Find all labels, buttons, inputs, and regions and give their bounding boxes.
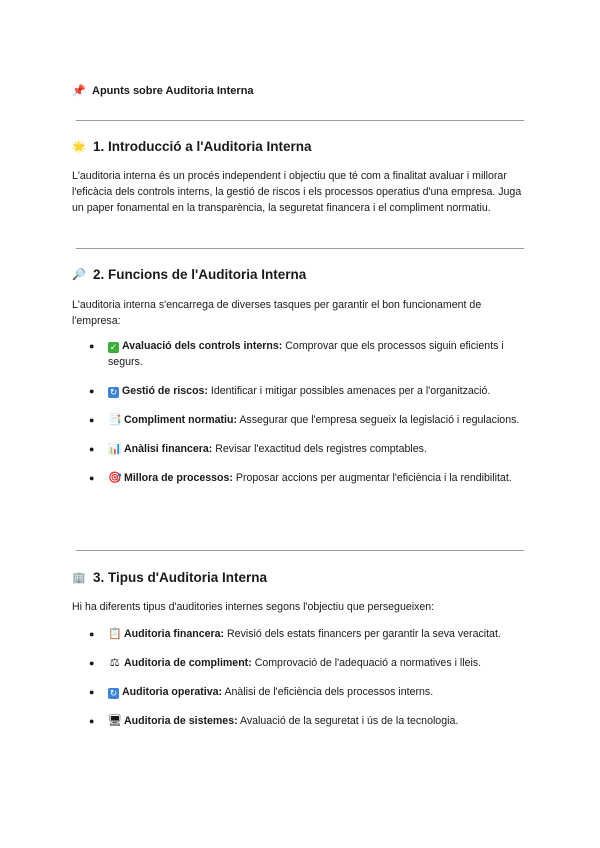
list-item — [72, 626, 528, 642]
office-building-icon: 🏢 — [72, 572, 86, 584]
bar-chart-icon: 📊 — [108, 443, 122, 455]
bullet: ● — [89, 386, 95, 396]
section1-heading — [72, 139, 312, 154]
list-item — [72, 655, 528, 671]
list-item-term: Auditoria financera: — [124, 628, 225, 640]
section2-heading-text: 2. Funcions de l'Auditoria Interna — [93, 267, 307, 282]
list-item-desc: Comprovar que els processos siguin eficients i segurs. — [108, 340, 504, 368]
desktop-computer-icon: 🖥 — [108, 715, 122, 727]
balance-scale-icon: ⚖ — [109, 657, 120, 669]
list-item — [72, 412, 528, 428]
cycle-arrows-icon: ↻ — [109, 688, 118, 698]
divider — [76, 120, 524, 121]
section2-heading — [72, 267, 306, 282]
document-icon: 📑 — [108, 414, 122, 426]
bullet: ● — [89, 444, 95, 454]
list-item-term: Auditoria operativa: — [122, 686, 223, 698]
section3-heading — [72, 570, 267, 585]
list-item-desc: Identificar i mitigar possibles amenaces per a l'organització. — [210, 385, 491, 397]
list-item-desc: Anàlisi de l'eficiència dels processos interns. — [224, 686, 434, 698]
section3-intro: Hi ha diferents tipus d'auditories internes segons l'objectiu que persegueixen: — [72, 601, 435, 613]
list-item-desc: Proposar accions per augmentar l'eficiència i la rendibilitat. — [235, 472, 512, 484]
list-item — [72, 441, 528, 457]
list-item-term: Auditoria de sistemes: — [124, 715, 238, 727]
list-item-term: Gestió de riscos: — [122, 385, 208, 397]
bullet: ● — [89, 658, 95, 668]
target-icon: 🎯 — [108, 472, 122, 484]
list-item — [72, 713, 528, 729]
section3-heading-text: 3. Tipus d'Auditoria Interna — [93, 570, 267, 585]
check-mark-icon: ✓ — [109, 342, 118, 352]
bullet: ● — [89, 341, 95, 351]
list-item — [72, 383, 528, 399]
list-item-term: Anàlisi financera: — [124, 443, 213, 455]
list-item-desc: Avaluació de la seguretat i ús de la tecnologia. — [239, 715, 459, 727]
bullet: ● — [89, 687, 95, 697]
magnifying-glass-icon: 🔎 — [72, 269, 86, 281]
document-title — [72, 84, 254, 97]
bullet: ● — [89, 473, 95, 483]
list-item — [72, 470, 528, 486]
list-item-term: Compliment normatiu: — [124, 414, 237, 426]
clipboard-icon: 📋 — [108, 628, 122, 640]
star-icon: 🌟 — [72, 141, 86, 153]
list-item-desc: Revisió dels estats financers per garantir la seva veracitat. — [227, 628, 501, 640]
section3-list — [72, 626, 528, 729]
list-item-term: Auditoria de compliment: — [124, 657, 252, 669]
cycle-arrows-icon: ↻ — [109, 387, 118, 397]
pushpin-icon: 📌 — [72, 85, 86, 97]
list-item — [72, 338, 528, 370]
list-item-term: Avaluació dels controls interns: — [122, 340, 283, 352]
list-item-desc: Assegurar que l'empresa segueix la legislació i regulacions. — [239, 414, 520, 426]
section2-list — [72, 338, 528, 486]
document-title-text: Apunts sobre Auditoria Interna — [92, 84, 254, 97]
section2-intro: L'auditoria interna s'encarrega de diverses tasques per garantir el bon funcionament de l'empresa: — [72, 299, 482, 327]
list-item-term: Millora de processos: — [124, 472, 233, 484]
divider — [76, 248, 524, 249]
list-item-desc: Comprovació de l'adequació a normatives i lleis. — [254, 657, 482, 669]
section1-paragraph: L'auditoria interna és un procés independent i objectiu que té com a finalitat avaluar i millorar l'eficàcia dels controls interns, la gestió de riscos i els processos operatius d'una empresa. Juga un paper fonamental en la transparència, la seguretat financera i el compliment normatiu. — [72, 170, 522, 214]
bullet: ● — [89, 716, 95, 726]
divider — [76, 550, 524, 551]
bullet: ● — [89, 415, 95, 425]
list-item — [72, 684, 528, 700]
bullet: ● — [89, 629, 95, 639]
section1-heading-text: 1. Introducció a l'Auditoria Interna — [93, 139, 312, 154]
list-item-desc: Revisar l'exactitud dels registres comptables. — [215, 443, 427, 455]
